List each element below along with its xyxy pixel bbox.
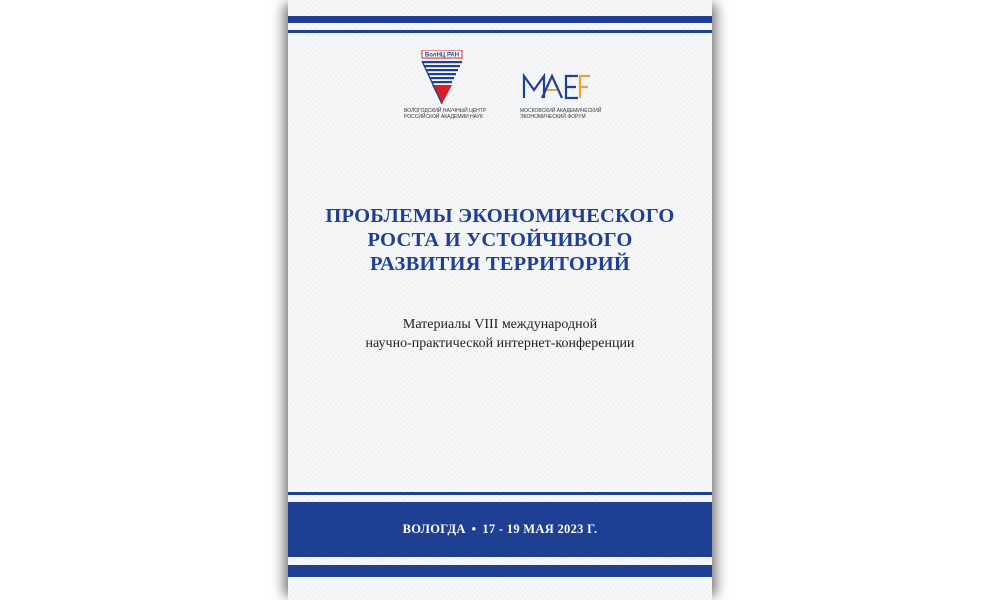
subtitle-line-1: Материалы VIII международной <box>402 317 598 332</box>
title-line-1: ПРОБЛЕМЫ ЭКОНОМИЧЕСКОГО <box>325 205 675 227</box>
title-line-2: РОСТА И УСТОЙЧИВОГО <box>367 229 633 251</box>
volnc-logo <box>404 50 534 130</box>
footer-text <box>403 522 598 537</box>
top-stripe-thin <box>288 30 712 33</box>
top-stripe-thick <box>288 16 712 23</box>
volnc-caption-line1: ВОЛОГОДСКИЙ НАУЧНЫЙ ЦЕНТР <box>404 108 487 114</box>
maef-caption <box>520 108 601 120</box>
volnc-caption <box>404 108 486 120</box>
bottom-stripe-thin <box>288 492 712 495</box>
volnc-mark-text: ВолНЦ РАН <box>424 52 460 59</box>
book-title <box>288 204 712 276</box>
maef-logo <box>520 70 630 130</box>
bottom-stripe-thick <box>288 565 712 577</box>
book-subtitle <box>288 315 712 353</box>
subtitle-line-2: научно-практической интернет-конференции <box>365 336 635 351</box>
maef-emblem-icon <box>520 70 592 100</box>
footer-dates: 17 - 19 МАЯ 2023 Г. <box>482 522 598 536</box>
book-cover <box>288 0 712 600</box>
title-line-3: РАЗВИТИЯ ТЕРРИТОРИЙ <box>369 253 631 275</box>
maef-caption-line1: МОСКОВСКИЙ АКАДЕМИЧЕСКИЙ <box>520 108 602 114</box>
footer-city: ВОЛОГДА <box>402 522 466 536</box>
footer-separator: • <box>471 522 477 536</box>
bottom-band <box>288 502 712 557</box>
volnc-caption-line2: РОССИЙСКОЙ АКАДЕМИИ НАУК <box>404 114 483 120</box>
volnc-emblem-icon <box>418 50 466 106</box>
maef-caption-line2: ЭКОНОМИЧЕСКИЙ ФОРУМ <box>520 114 586 120</box>
